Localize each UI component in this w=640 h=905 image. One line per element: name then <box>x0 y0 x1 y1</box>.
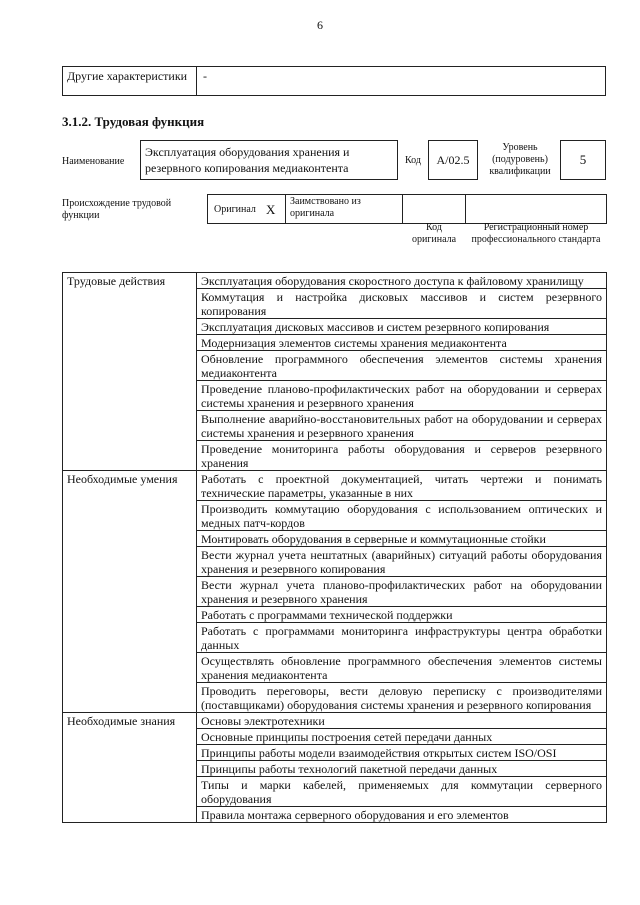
item-description: Правила монтажа серверного оборудования и его элементов <box>197 807 607 823</box>
original-label: Оригинал <box>214 204 256 215</box>
item-description: Работать с программами мониторинга инфраструктуры центра обработки данных <box>197 623 607 653</box>
section-title: 3.1.2. Трудовая функция <box>62 114 205 129</box>
item-description: Эксплуатация оборудования скоростного доступа к файловому хранилищу <box>197 273 607 289</box>
labor-function-table <box>62 272 607 823</box>
origin-label: Происхождение трудовой функции <box>62 198 172 221</box>
item-description: Модернизация элементов системы хранения медиаконтента <box>197 335 607 351</box>
group-title: Трудовые действия <box>63 273 197 471</box>
item-description: Основные принципы построения сетей передачи данных <box>197 729 607 745</box>
item-description: Вести журнал учета нештатных (аварийных) ситуаций работы оборудования хранения и резервного копирования <box>197 547 607 577</box>
original-code-cell <box>403 194 465 224</box>
item-description: Монтировать оборудования в серверные и коммутационные стойки <box>197 531 607 547</box>
item-description: Работать с программами технической поддержки <box>197 607 607 623</box>
code-label: Код <box>405 155 421 166</box>
original-mark: X <box>266 202 276 217</box>
item-description: Вести журнал учета планово-профилактических работ на оборудовании хранения и резервного хранения <box>197 577 607 607</box>
other-characteristics-value: - <box>203 69 207 83</box>
item-description: Осуществлять обновление программного обеспечения элементов системы хранения медиаконтента <box>197 653 607 683</box>
group-title: Необходимые знания <box>63 713 197 823</box>
item-description: Проводить переговоры, вести деловую переписку с производителями (поставщиками) оборудования системы хранения и резервного копирования <box>197 683 607 713</box>
item-description: Обновление программного обеспечения элементов системы хранения медиаконтента <box>197 351 607 381</box>
qualification-level-box: 5 <box>560 140 606 180</box>
table-body <box>63 273 607 823</box>
item-description: Проведение мониторинга работы оборудования и серверов резервного хранения <box>197 441 607 471</box>
qualification-level-label: Уровень (подуровень) квалификации <box>489 142 551 177</box>
item-description: Типы и марки кабелей, применяемых для коммутации серверного оборудования <box>197 777 607 807</box>
page-number: 6 <box>317 18 323 32</box>
name-label: Наименование <box>62 156 125 167</box>
table-row <box>63 713 607 729</box>
function-name-box: Эксплуатация оборудования хранения и резервного копирования медиаконтента <box>140 140 398 180</box>
item-description: Эксплуатация дисковых массивов и систем резервного копирования <box>197 319 607 335</box>
other-characteristics-table <box>62 66 606 96</box>
item-description: Принципы работы технологий пакетной передачи данных <box>197 761 607 777</box>
registration-number-label: Регистрационный номер профессионального стандарта <box>471 222 601 245</box>
table-row <box>63 273 607 289</box>
table-divider <box>196 67 197 95</box>
original-cell <box>207 194 285 224</box>
item-description: Проведение планово-профилактических работ на оборудовании и серверах системы хранения и резервного хранения <box>197 381 607 411</box>
function-code-box: A/02.5 <box>428 140 478 180</box>
registration-number-cell <box>465 194 607 224</box>
origin-row <box>207 194 607 224</box>
table-row <box>63 471 607 501</box>
item-description: Основы электротехники <box>197 713 607 729</box>
item-description: Коммутация и настройка дисковых массивов и систем резервного копирования <box>197 289 607 319</box>
item-description: Принципы работы модели взаимодействия открытых систем ISO/OSI <box>197 745 607 761</box>
borrowed-cell <box>285 194 403 224</box>
borrowed-label: Заимствовано из оригинала <box>290 196 361 219</box>
other-characteristics-label: Другие характеристики <box>67 69 188 83</box>
item-description: Выполнение аварийно-восстановительных работ на оборудовании и серверах системы хранения и резервного хранения <box>197 411 607 441</box>
item-description: Производить коммутацию оборудования с использованием оптических и медных патч-кордов <box>197 501 607 531</box>
original-code-label: Код оригинала <box>411 222 457 245</box>
item-description: Работать с проектной документацией, читать чертежи и понимать технические параметры, указанные в них <box>197 471 607 501</box>
group-title: Необходимые умения <box>63 471 197 713</box>
